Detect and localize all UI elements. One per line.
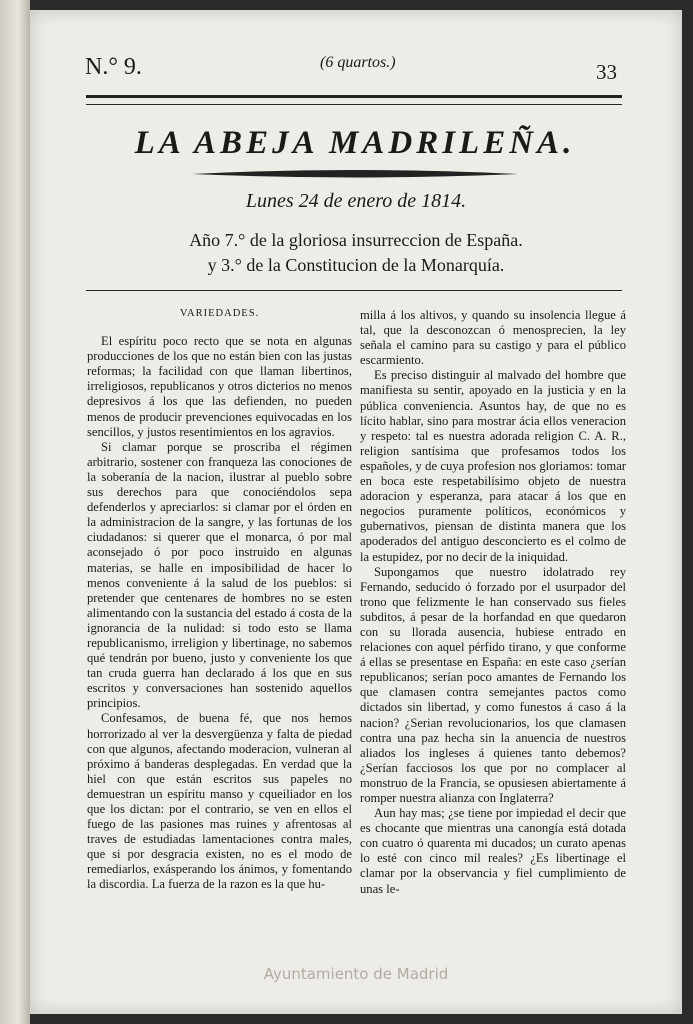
right-column [360,308,626,897]
paragraph: Si clamar porque se proscriba el régimen arbitrario, sostener con franqueza las conociones de la soberanía de la nacion, ilustrar al pueblo sobre sus derechos para que conociéndolos sepa defenderlos y apreciarlos: si clamar por el órden en la administracion de la sangre, y las fortunas de los ciudadanos: si querer que el monarca, ó por mal aconsejado ó por poco instruido en algunas materias, se halle en imposibilidad de hacer lo menos conveniente á la salud de los pueblos: si pretender que centenares de hombres no se esten alimentando con la sustancia del estado á costa de la ignorancia de la nulidad: si todo esto se llama republicanismo, irreligion y libertinage, no sabemos qué tendrán por bueno, justo y conveniente los que tan cruda guerra han declarado á los que en sus escritos y conversaciones han sostenido aquellos principios. [87,439,352,711]
masthead-flourish [190,168,520,180]
price: (6 quartos.) [320,54,396,71]
masthead-title: LA ABEJA MADRILEÑA. [134,125,576,161]
paragraph: milla á los altivos, y quando su insolencia llegue á tal, que la desconozcan ó menosprecien, la ley señala el camino para su castigo y para el público escarmiento. [360,308,626,368]
year-line-2: y 3.° de la Constitucion de la Monarquía. [207,255,505,275]
year-line-1: Año 7.° de la gloriosa insurreccion de España. [189,230,523,250]
issue-date: Lunes 24 de enero de 1814. [245,190,467,212]
issue-number: N.° 9. [85,54,142,80]
section-heading: VARIEDADES. [179,308,260,319]
paragraph: Aun hay mas; ¿se tiene por impiedad el decir que es chocante que mientras una canongía está dotada con cuatro ó quarenta mi ducados; un curato apenas lo esté con cinco mil reales? ¿Es libertinage el clamar por la observancia y fiel cumplimiento de unas le- [360,806,626,896]
facing-page-edge [0,0,30,1024]
paragraph: Confesamos, de buena fé, que nos hemos horrorizado al ver la desvergüenza y falta de piedad con que algunos, afectando moderacion, vulneran al próximo á banderas desplegadas. En verdad que la hiel con que están escritos sus papeles no demuestran un espíritu manso y cqueiliador en los que los dictan: por el contrario, se ven en ellos el fuego de las pasiones mas ruines y afrentosas al traves de estudiadas lamentaciones contra males, que si por desgracia existen, no es el modo de remediarlos, exásperando los ánimos, y fomentando la discordia. La fuerza de la razon es la que hu- [87,711,352,892]
archive-watermark: Ayuntamiento de Madrid [263,965,449,983]
left-column [87,306,352,893]
paragraph: Es preciso distinguir al malvado del hombre que manifiesta su sentir, apoyado en la justicia y en la pública conveniencia. Asuntos hay, de que no es lícito hablar, sino para mostrar ácia ellos veneracion y respeto: tal es nuestra adorada religion C. A. R., religion santísima que profesamos todos los españoles, y de cuya profesion nos gloriamos: tomar en boca este respetabilísimo objeto de nuestra adoracion y esperanza, para atacar á los que en negocios puramente políticos, económicos y gubernativos, piensan de distinta manera que los apoderados del antiguo desconcierto es el colmo de la estupidez, por no decir de la iniquidad. [360,368,626,564]
paragraph: El espíritu poco recto que se nota en algunas producciones de los que no están bien con las justas reformas; la facilidad con que llaman libertinos, irreligiosos, republicanos y otros dicterios no menos depresivos á los que las defienden, no pueden menos de producir prevenciones equivocadas en los sencillos, y justos resentimientos en los agravios. [87,334,352,439]
page-number: 33 [596,60,617,84]
masthead-top-rule [86,95,622,105]
paragraph: Supongamos que nuestro idolatrado rey Fernando, seducido ó forzado por el usurpador del trono que felizmente le han conservado sus fieles subditos, á pesar de la horfandad en que quedaron con su llorada ausencia, hubiese entrado en relaciones con aquel pérfido tirano, y que conforme á ellas se presentase en España: en este caso ¿serían republicanos; serían poco amantes de Fernando los que clamasen contra semejantes pactos como dictados sin libertad, y como funestos á caso á la nacion? ¿Serian revolucionarios, los que clamasen contra una paz hecha sin la anuencia de nuestros aliados los ingleses á quienes tanto debemos? ¿Serían facciosos los que por no complacer al monstruo de la Francia, se opusiesen abiertamente á romper nuestra alianza con Inglaterra? [360,564,626,805]
header-divider [86,290,622,291]
newspaper-page [30,10,682,1014]
